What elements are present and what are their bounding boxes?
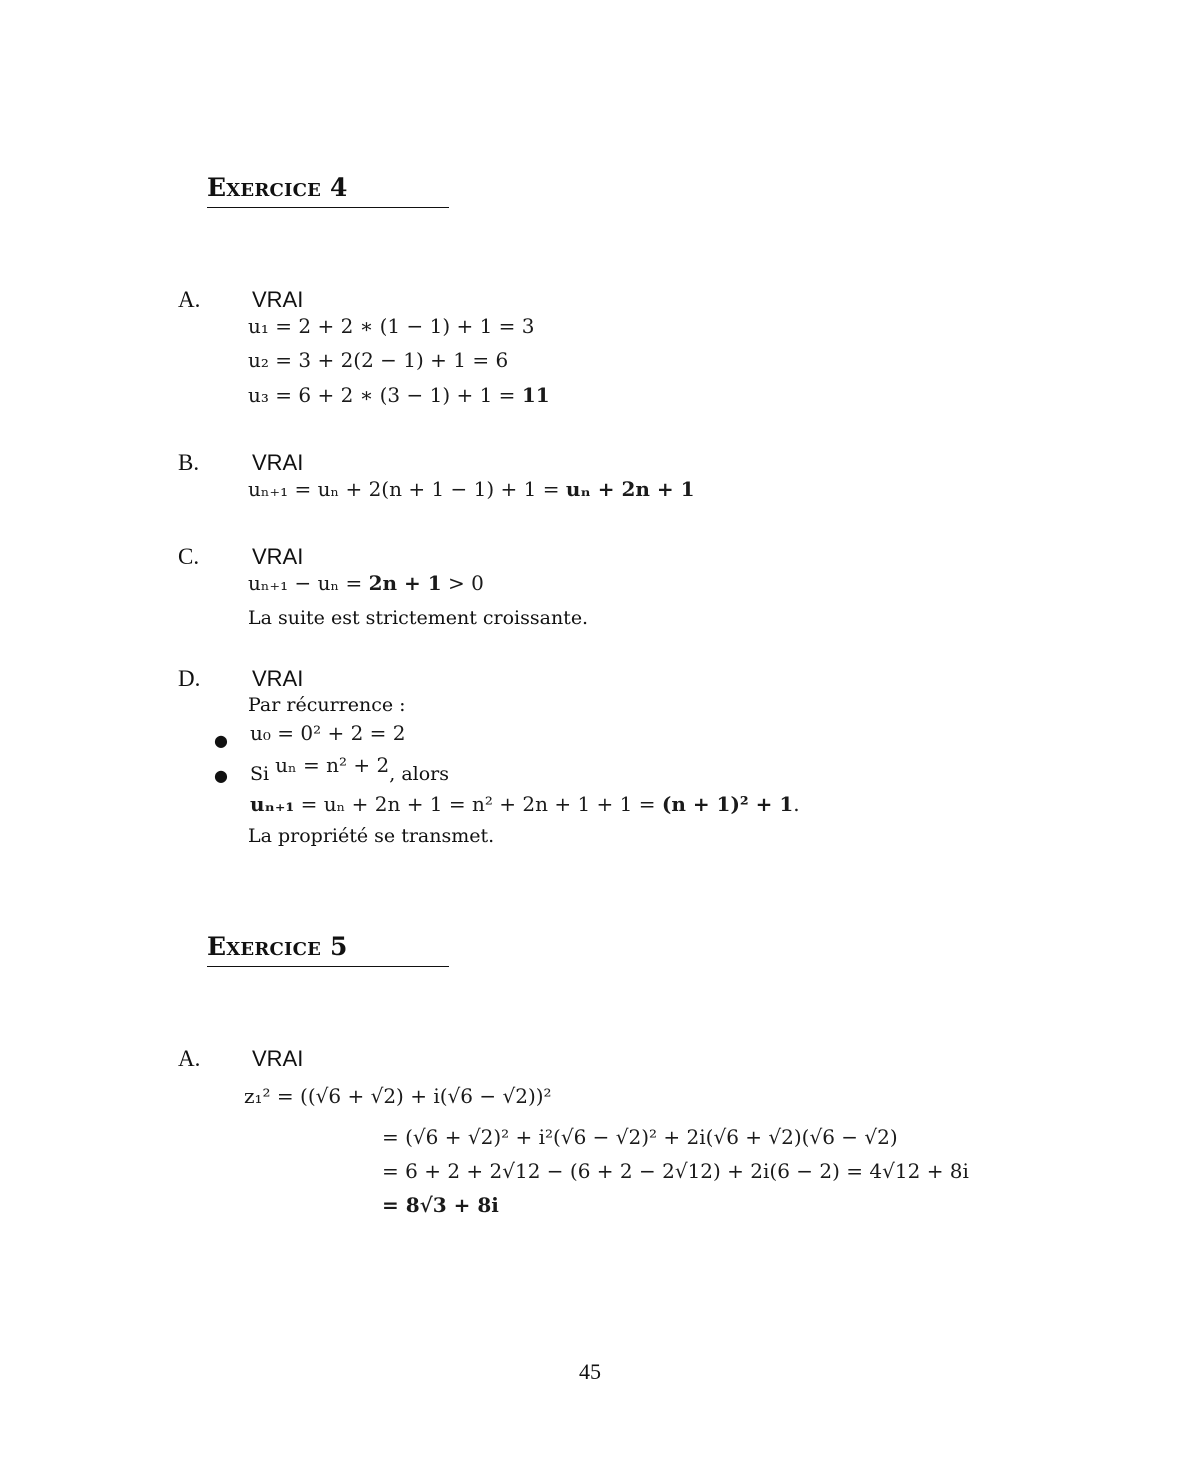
item-d-alors: , alors <box>389 763 450 785</box>
item-b-label: B. <box>178 450 200 475</box>
item-d-hypothesis-line <box>250 753 450 785</box>
item-d-verdict: VRAI <box>252 666 304 691</box>
item-d-base-case: u₀ = 0² + 2 = 2 <box>250 721 406 745</box>
item-d-conclusion: La propriété se transmet. <box>248 825 495 847</box>
item-d-intro: Par récurrence : <box>248 694 406 716</box>
item-a-line-2: u₂ = 3 + 2(2 − 1) + 1 = 6 <box>248 348 509 372</box>
item-a-line-3-expr: u₃ = 6 + 2 ∗ (3 − 1) + 1 = <box>248 383 522 407</box>
item-b-expr: uₙ₊₁ = uₙ + 2(n + 1 − 1) + 1 = <box>248 477 566 501</box>
item-a-line-1: u₁ = 2 + 2 ∗ (1 − 1) + 1 = 3 <box>248 314 535 338</box>
item-a-label: A. <box>178 287 201 312</box>
item-d-hypothesis: uₙ = n² + 2 <box>275 753 390 777</box>
bullet-dot-2: ● <box>214 766 228 785</box>
item-c-conclusion: La suite est strictement croissante. <box>248 607 589 629</box>
ex5-line-2: = (√6 + √2)² + i²(√6 − √2)² + 2i(√6 + √2)(√6 − √2) <box>382 1125 898 1149</box>
item-d-si: Si <box>250 763 276 785</box>
item-c-tail: > 0 <box>441 571 484 595</box>
item-d-expr: = uₙ + 2n + 1 = n² + 2n + 1 + 1 = <box>294 792 662 816</box>
exercise-5-underline <box>207 966 449 967</box>
ex5-item-a-verdict: VRAI <box>252 1046 304 1071</box>
item-a-verdict: VRAI <box>252 287 304 312</box>
item-c-result: 2n + 1 <box>368 571 442 595</box>
exercise-4-underline <box>207 207 449 208</box>
exercise-5-title: Exercice 5 <box>207 932 348 961</box>
page-number: 45 <box>579 1359 601 1384</box>
ex5-item-a-label: A. <box>178 1046 201 1071</box>
item-d-label: D. <box>178 666 201 691</box>
ex5-line-3: = 6 + 2 + 2√12 − (6 + 2 − 2√12) + 2i(6 − 2) = 4√12 + 8i <box>382 1159 969 1183</box>
item-b-verdict: VRAI <box>252 450 304 475</box>
item-a-line-3 <box>248 383 550 407</box>
item-d-lhs: uₙ₊₁ <box>250 792 295 816</box>
bullet-dot-1: ● <box>214 731 228 750</box>
item-d-result: (n + 1)² + 1 <box>661 792 794 816</box>
item-c-verdict: VRAI <box>252 544 304 569</box>
item-a-line-3-result: 11 <box>521 383 550 407</box>
item-d-induction <box>250 792 800 816</box>
ex5-line-4: = 8√3 + 8i <box>382 1193 499 1217</box>
item-c-expr: uₙ₊₁ − uₙ = <box>248 571 369 595</box>
item-d-dot: . <box>793 792 800 816</box>
exercise-4-title: Exercice 4 <box>207 173 348 202</box>
item-c-label: C. <box>178 544 200 569</box>
item-b-result: uₙ + 2n + 1 <box>565 477 695 501</box>
item-b-formula <box>248 477 695 501</box>
ex5-line-1: z₁² = ((√6 + √2) + i(√6 − √2))² <box>244 1084 552 1108</box>
item-c-formula <box>248 571 484 595</box>
